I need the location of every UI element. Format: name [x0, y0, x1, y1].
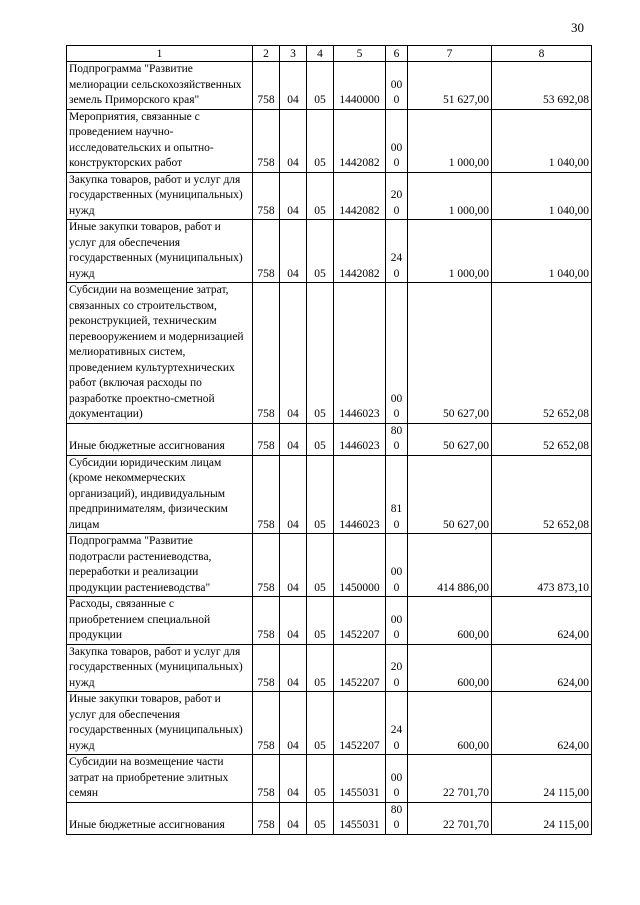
table-row: [67, 172, 592, 220]
row-name-cell: Расходы, связанные с приобретением специальной продукции: [67, 597, 253, 645]
table-row: [67, 644, 592, 692]
section-code-cell: 04: [280, 423, 307, 455]
ved-code-cell: 758: [253, 644, 280, 692]
section-code-cell: 04: [280, 455, 307, 534]
row-name-cell: Иные бюджетные ассигнования: [67, 802, 253, 834]
col-header-6: 6: [386, 46, 408, 62]
subsection-code-cell: 05: [307, 220, 334, 283]
col-header-7: 7: [408, 46, 492, 62]
amount-1-cell: 1 000,00: [408, 172, 492, 220]
amount-2-cell: 52 652,08: [492, 283, 592, 424]
ved-code-cell: 758: [253, 62, 280, 110]
section-code-cell: 04: [280, 644, 307, 692]
ved-code-cell: 758: [253, 283, 280, 424]
col-header-8: 8: [492, 46, 592, 62]
amount-2-cell: 1 040,00: [492, 220, 592, 283]
amount-1-cell: 1 000,00: [408, 109, 492, 172]
target-article-cell: 1442082: [334, 109, 386, 172]
table-row: [67, 283, 592, 424]
target-article-cell: 1452207: [334, 644, 386, 692]
subsection-code-cell: 05: [307, 534, 334, 597]
expense-type-cell: 810: [386, 455, 408, 534]
subsection-code-cell: 05: [307, 597, 334, 645]
subsection-code-cell: 05: [307, 692, 334, 755]
col-header-2: 2: [253, 46, 280, 62]
row-name-cell: Мероприятия, связанные с проведением научно-исследовательских и опытно-конструкторских работ: [67, 109, 253, 172]
amount-2-cell: 24 115,00: [492, 755, 592, 803]
header-row: [67, 46, 592, 62]
col-header-4: 4: [307, 46, 334, 62]
row-name-cell: Субсидии на возмещение затрат, связанных со строительством, реконструкцией, техническим перевооружением и модернизацией мелиоративных систем, проведением культуртехнических работ (включая расходы по разработке проектно-сметной документации): [67, 283, 253, 424]
amount-1-cell: 414 886,00: [408, 534, 492, 597]
amount-1-cell: 51 627,00: [408, 62, 492, 110]
amount-1-cell: 50 627,00: [408, 283, 492, 424]
ved-code-cell: 758: [253, 755, 280, 803]
amount-2-cell: 473 873,10: [492, 534, 592, 597]
subsection-code-cell: 05: [307, 109, 334, 172]
ved-code-cell: 758: [253, 423, 280, 455]
col-header-1: 1: [67, 46, 253, 62]
target-article-cell: 1452207: [334, 597, 386, 645]
section-code-cell: 04: [280, 597, 307, 645]
target-article-cell: 1450000: [334, 534, 386, 597]
expense-type-cell: 000: [386, 534, 408, 597]
section-code-cell: 04: [280, 109, 307, 172]
ved-code-cell: 758: [253, 172, 280, 220]
subsection-code-cell: 05: [307, 62, 334, 110]
target-article-cell: 1446023: [334, 283, 386, 424]
amount-1-cell: 22 701,70: [408, 755, 492, 803]
expense-type-cell: 200: [386, 172, 408, 220]
target-article-cell: 1452207: [334, 692, 386, 755]
subsection-code-cell: 05: [307, 283, 334, 424]
section-code-cell: 04: [280, 755, 307, 803]
amount-2-cell: 53 692,08: [492, 62, 592, 110]
target-article-cell: 1440000: [334, 62, 386, 110]
table-row: [67, 109, 592, 172]
amount-2-cell: 24 115,00: [492, 802, 592, 834]
expense-type-cell: 000: [386, 755, 408, 803]
section-code-cell: 04: [280, 220, 307, 283]
table-row: [67, 755, 592, 803]
row-name-cell: Иные закупки товаров, работ и услуг для обеспечения государственных (муниципальных) нужд: [67, 692, 253, 755]
table-row: [67, 597, 592, 645]
row-name-cell: Закупка товаров, работ и услуг для государственных (муниципальных) нужд: [67, 644, 253, 692]
amount-1-cell: 1 000,00: [408, 220, 492, 283]
expense-type-cell: 200: [386, 644, 408, 692]
expense-type-cell: 000: [386, 62, 408, 110]
table-row: [67, 802, 592, 834]
col-header-5: 5: [334, 46, 386, 62]
amount-1-cell: 50 627,00: [408, 423, 492, 455]
amount-2-cell: 52 652,08: [492, 423, 592, 455]
target-article-cell: 1455031: [334, 755, 386, 803]
target-article-cell: 1455031: [334, 802, 386, 834]
row-name-cell: Субсидии юридическим лицам (кроме некоммерческих организаций), индивидуальным предпринимателям, физическим лицам: [67, 455, 253, 534]
amount-1-cell: 50 627,00: [408, 455, 492, 534]
subsection-code-cell: 05: [307, 423, 334, 455]
col-header-3: 3: [280, 46, 307, 62]
amount-1-cell: 600,00: [408, 597, 492, 645]
amount-1-cell: 600,00: [408, 692, 492, 755]
expense-type-cell: 240: [386, 692, 408, 755]
target-article-cell: 1446023: [334, 423, 386, 455]
section-code-cell: 04: [280, 802, 307, 834]
expense-type-cell: 800: [386, 802, 408, 834]
row-name-cell: Иные закупки товаров, работ и услуг для обеспечения государственных (муниципальных) нужд: [67, 220, 253, 283]
table-row: [67, 423, 592, 455]
section-code-cell: 04: [280, 692, 307, 755]
amount-2-cell: 624,00: [492, 692, 592, 755]
amount-2-cell: 624,00: [492, 644, 592, 692]
row-name-cell: Субсидии на возмещение части затрат на приобретение элитных семян: [67, 755, 253, 803]
page-number: 30: [571, 20, 584, 35]
section-code-cell: 04: [280, 172, 307, 220]
ved-code-cell: 758: [253, 692, 280, 755]
subsection-code-cell: 05: [307, 455, 334, 534]
subsection-code-cell: 05: [307, 802, 334, 834]
section-code-cell: 04: [280, 534, 307, 597]
amount-2-cell: 1 040,00: [492, 172, 592, 220]
row-name-cell: Закупка товаров, работ и услуг для государственных (муниципальных) нужд: [67, 172, 253, 220]
section-code-cell: 04: [280, 62, 307, 110]
target-article-cell: 1442082: [334, 220, 386, 283]
ved-code-cell: 758: [253, 534, 280, 597]
amount-2-cell: 1 040,00: [492, 109, 592, 172]
ved-code-cell: 758: [253, 220, 280, 283]
table-row: [67, 455, 592, 534]
subsection-code-cell: 05: [307, 644, 334, 692]
target-article-cell: 1446023: [334, 455, 386, 534]
table-row: [67, 692, 592, 755]
table-row: [67, 62, 592, 110]
section-code-cell: 04: [280, 283, 307, 424]
ved-code-cell: 758: [253, 455, 280, 534]
expense-type-cell: 240: [386, 220, 408, 283]
ved-code-cell: 758: [253, 109, 280, 172]
subsection-code-cell: 05: [307, 172, 334, 220]
expense-type-cell: 000: [386, 597, 408, 645]
amount-1-cell: 22 701,70: [408, 802, 492, 834]
subsection-code-cell: 05: [307, 755, 334, 803]
amount-1-cell: 600,00: [408, 644, 492, 692]
expense-type-cell: 000: [386, 283, 408, 424]
row-name-cell: Иные бюджетные ассигнования: [67, 423, 253, 455]
row-name-cell: Подпрограмма "Развитие подотрасли растениеводства, переработки и реализации продукции растениеводства": [67, 534, 253, 597]
amount-2-cell: 624,00: [492, 597, 592, 645]
amount-2-cell: 52 652,08: [492, 455, 592, 534]
table-row: [67, 534, 592, 597]
target-article-cell: 1442082: [334, 172, 386, 220]
expense-type-cell: 800: [386, 423, 408, 455]
budget-table: [66, 45, 592, 835]
ved-code-cell: 758: [253, 802, 280, 834]
expense-type-cell: 000: [386, 109, 408, 172]
row-name-cell: Подпрограмма "Развитие мелиорации сельскохозяйственных земель Приморского края": [67, 62, 253, 110]
table-row: [67, 220, 592, 283]
ved-code-cell: 758: [253, 597, 280, 645]
